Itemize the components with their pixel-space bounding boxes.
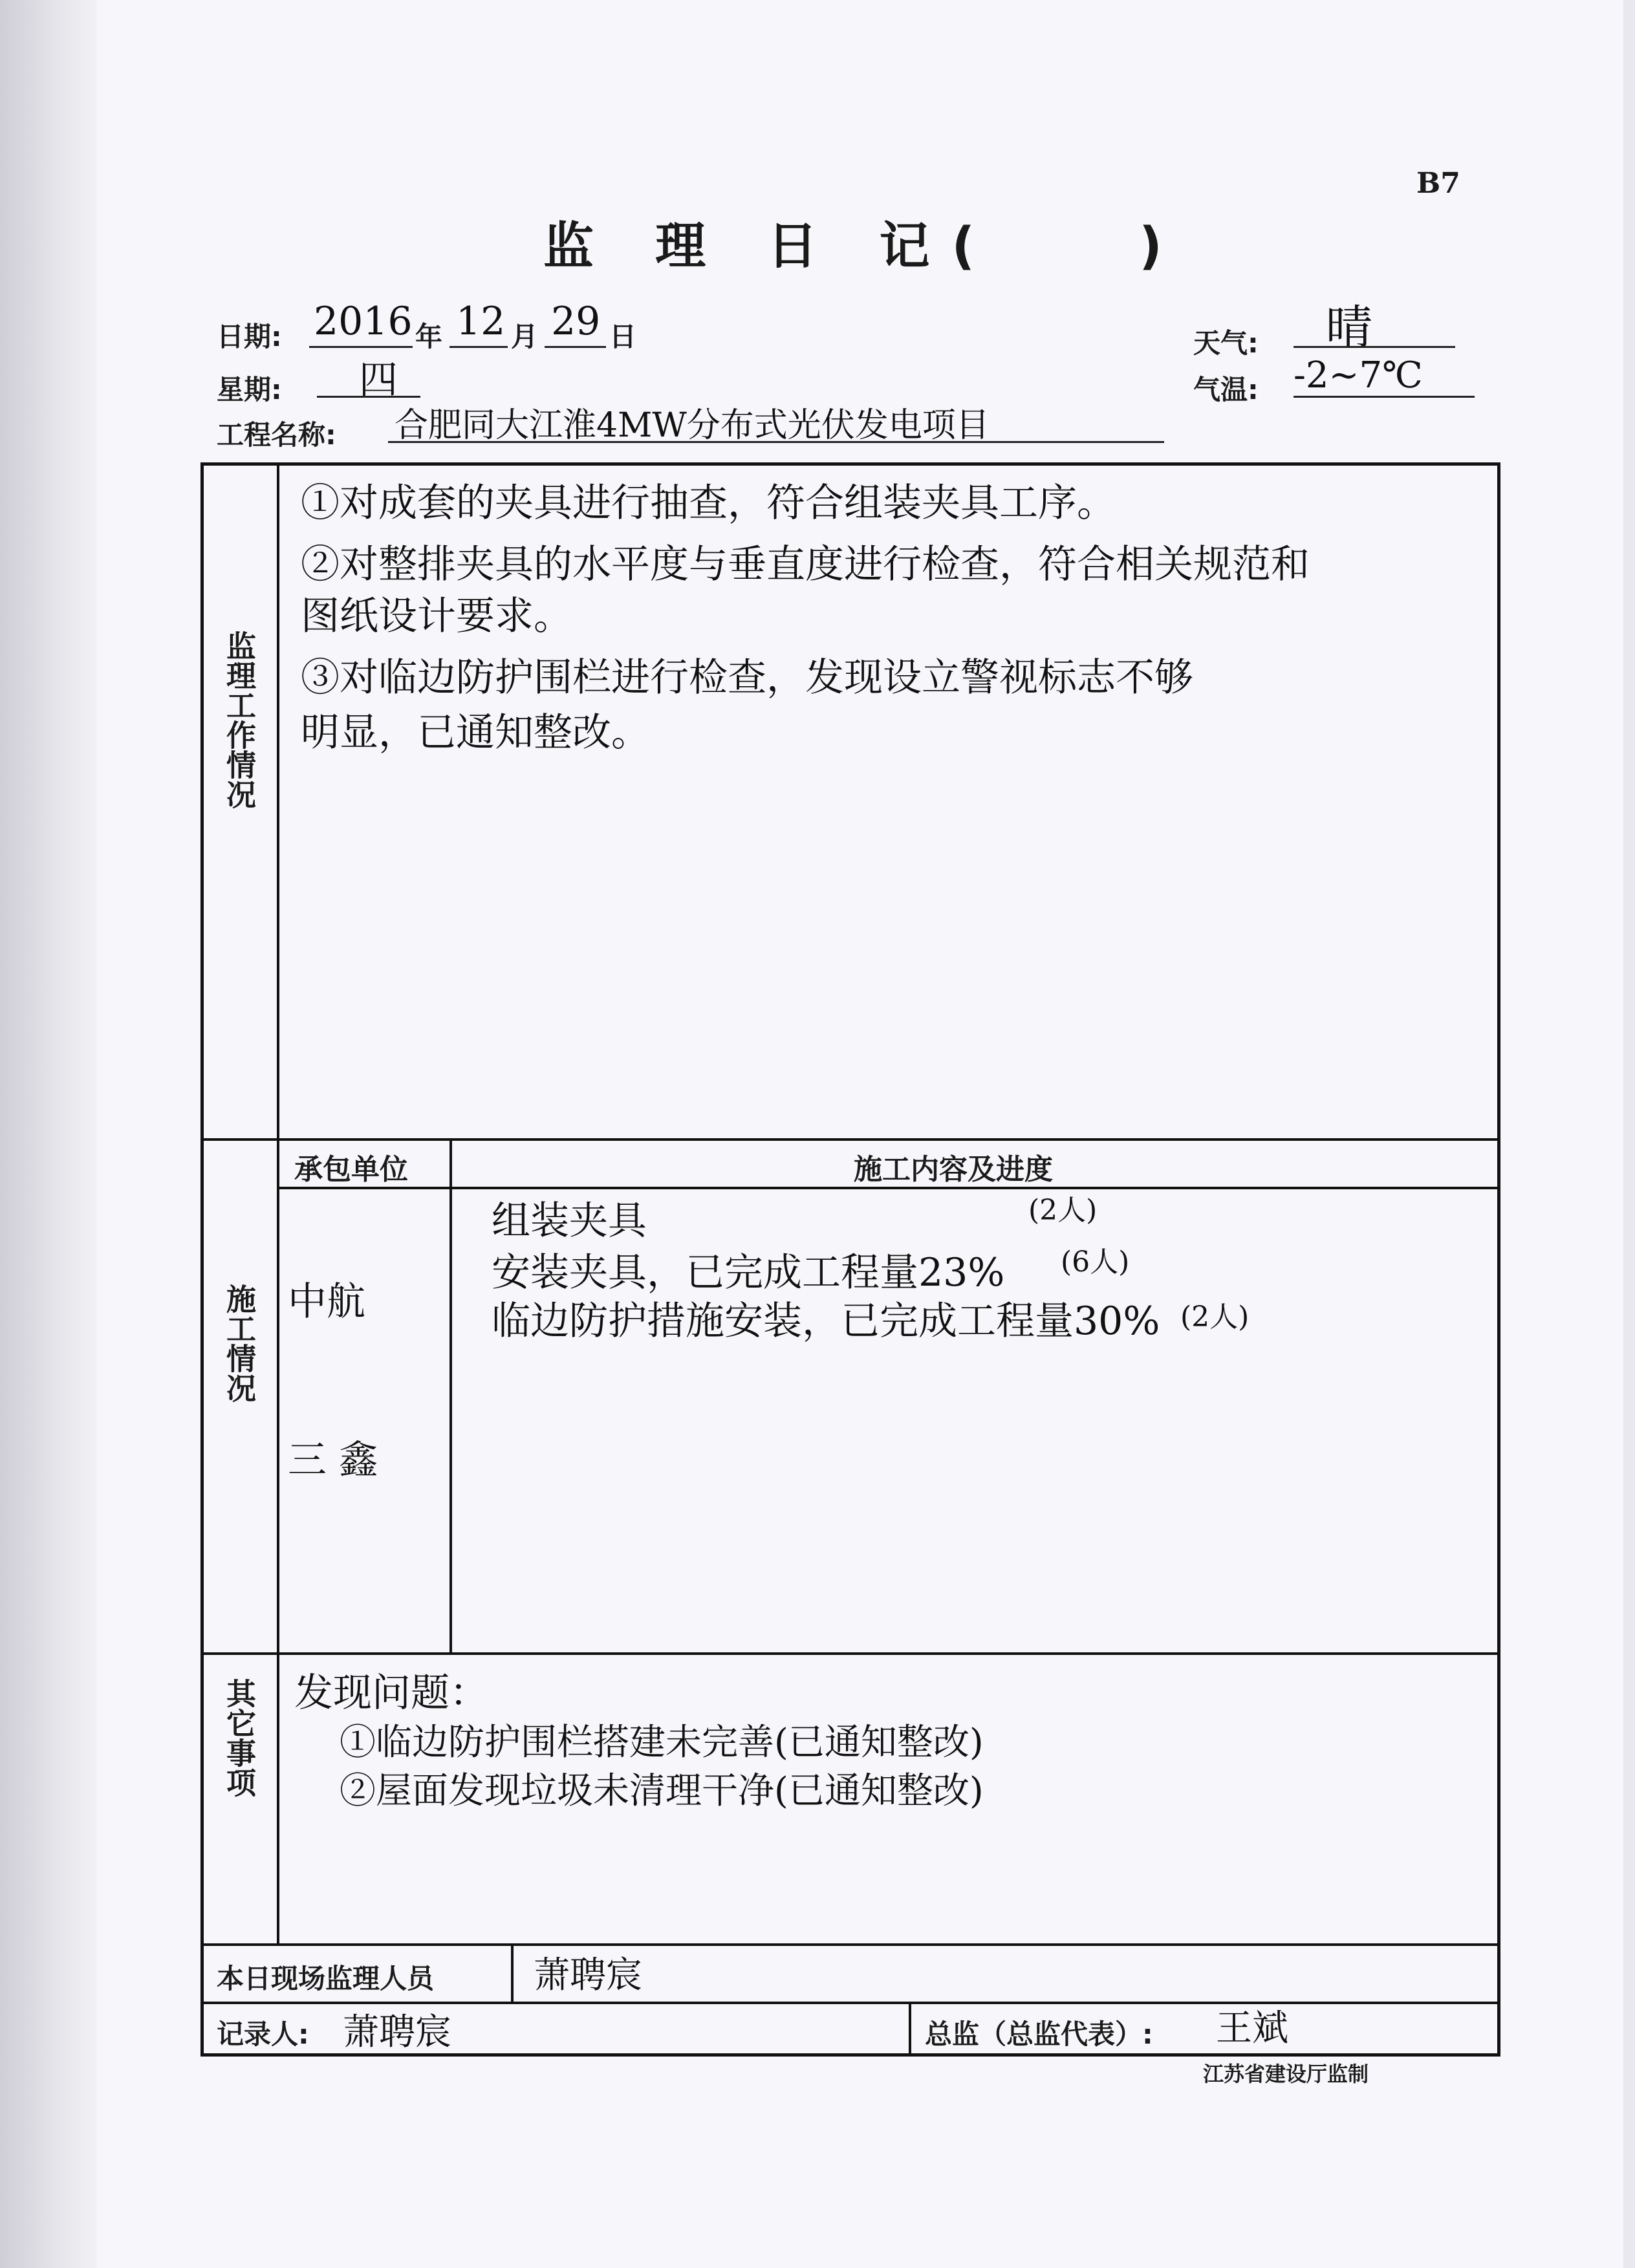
temp-value: -2~7℃	[1294, 354, 1423, 396]
weather-underline	[1294, 346, 1455, 348]
onsite-label: 本日现场监理人员	[217, 1963, 435, 1994]
row-divider-3	[200, 1943, 1500, 1946]
supervision-line-2: ②对整排夹具的水平度与垂直度进行检查，符合相关规范和	[301, 542, 1310, 587]
date-month: 12	[456, 299, 506, 344]
other-heading: 发现问题：	[294, 1670, 488, 1716]
onsite-name: 萧聘宸	[534, 1954, 642, 1996]
weekday-label: 星期:	[217, 374, 282, 405]
title-text: 监 理 日 记(	[543, 217, 997, 275]
day-underline	[545, 346, 606, 348]
recorder-name: 萧聘宸	[343, 2011, 451, 2053]
year-underline	[309, 346, 413, 348]
other-item-1: ①临边防护围栏搭建未完善(已通知整改)	[340, 1722, 984, 1764]
supervision-section-label: 监理工作情况	[222, 631, 257, 809]
supervision-line-1: ①对成套的夹具进行抽查，符合组装夹具工序。	[301, 481, 1116, 526]
title-close: )	[1139, 217, 1184, 275]
project-underline	[388, 441, 1164, 443]
progress-item-2: 安装夹具，已完成工程量23%	[492, 1250, 1005, 1295]
date-day: 29	[551, 299, 601, 344]
chief-signature: 王斌	[1216, 2007, 1288, 2049]
progress-item-3-people: (2人)	[1180, 1301, 1250, 1334]
weather-label: 天气:	[1193, 327, 1259, 359]
other-section-label: 其它事项	[222, 1678, 257, 1797]
contractor-2: 三 鑫	[288, 1438, 378, 1483]
progress-item-2-people: (6人)	[1061, 1246, 1130, 1279]
year-unit: 年	[415, 321, 443, 352]
issuer-note: 江苏省建设厅监制	[1203, 2062, 1369, 2086]
recorder-label: 记录人:	[217, 2018, 309, 2050]
supervision-line-4: ③对临边防护围栏进行检查，发现设立警视标志不够	[301, 655, 1193, 700]
other-item-2: ②屋面发现垃圾未清理干净(已通知整改)	[340, 1770, 984, 1812]
project-label: 工程名称:	[217, 419, 336, 451]
chief-label: 总监（总监代表）:	[925, 2018, 1153, 2050]
onsite-divider	[511, 1943, 514, 2002]
page-title	[543, 206, 1184, 278]
progress-column-header: 施工内容及进度	[854, 1153, 1053, 1186]
contractor-1: 中航	[288, 1279, 365, 1324]
contractor-column-header: 承包单位	[294, 1153, 408, 1186]
progress-item-1-people: (2人)	[1028, 1194, 1098, 1227]
book-binding	[0, 0, 97, 2268]
weekday-value: 四	[359, 358, 398, 403]
date-year: 2016	[314, 299, 413, 344]
temp-label: 气温:	[1193, 374, 1259, 405]
month-underline	[449, 346, 508, 348]
supervision-line-5: 明显，已通知整改。	[301, 710, 650, 755]
progress-item-1: 组装夹具	[492, 1198, 647, 1244]
row-divider-2	[200, 1652, 1500, 1655]
progress-item-3: 临边防护措施安装，已完成工程量30%	[492, 1299, 1160, 1344]
temp-underline	[1294, 396, 1475, 398]
project-name: 合肥同大江淮4MW分布式光伏发电项目	[395, 406, 990, 445]
construction-section-label: 施工情况	[222, 1284, 257, 1403]
day-unit: 日	[609, 321, 637, 352]
weather-value: 晴	[1326, 300, 1373, 354]
month-unit: 月	[511, 321, 539, 352]
signature-divider	[909, 2002, 911, 2057]
label-column-divider	[277, 462, 279, 1943]
row-divider-1	[200, 1138, 1500, 1141]
form-code: B7	[1416, 167, 1460, 200]
date-label: 日期:	[217, 321, 282, 352]
construction-column-divider	[449, 1138, 452, 1652]
supervision-line-3: 图纸设计要求。	[301, 594, 572, 639]
